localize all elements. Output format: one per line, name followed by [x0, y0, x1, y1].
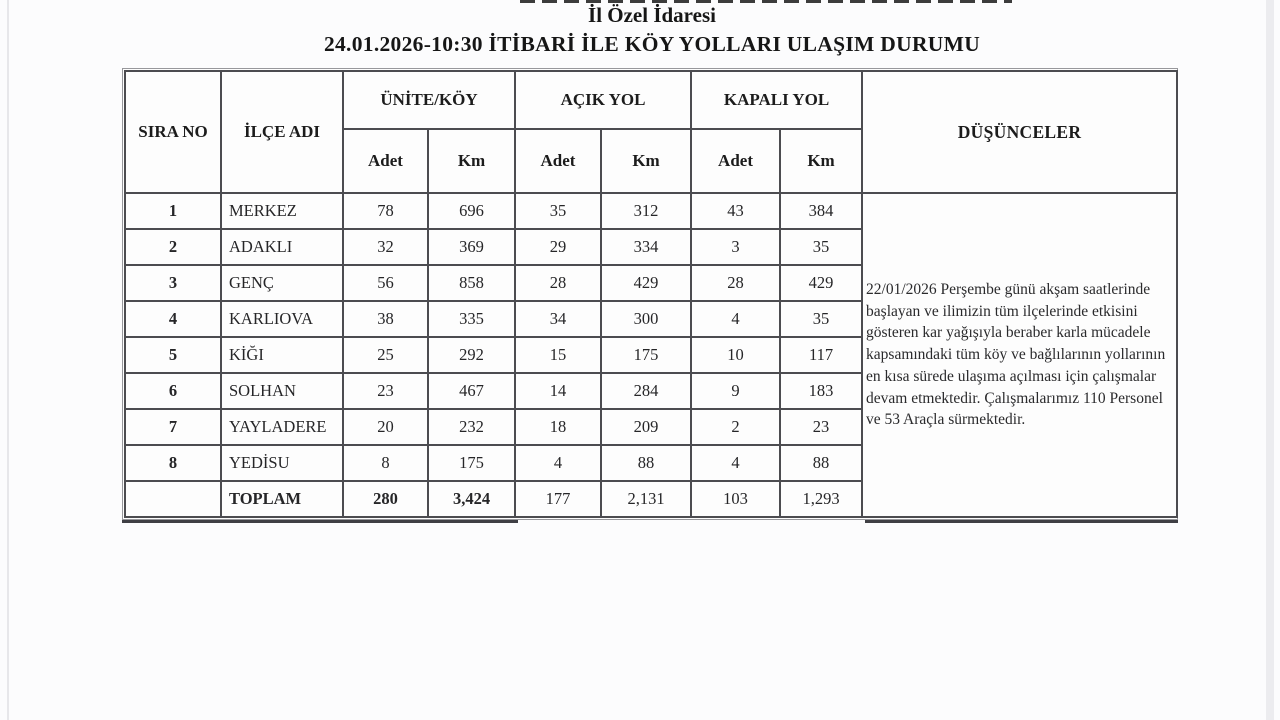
sub-header-unite-adet: Adet — [343, 129, 428, 193]
cell-value: 88 — [601, 445, 691, 481]
cell-value: 858 — [428, 265, 515, 301]
cell-value: 117 — [780, 337, 862, 373]
col-header-kapali-yol: KAPALI YOL — [691, 71, 862, 129]
page-edge-right — [1266, 0, 1274, 720]
cell-value: 15 — [515, 337, 601, 373]
cell-value: 696 — [428, 193, 515, 229]
col-header-dusunceler: DÜŞÜNCELER — [862, 71, 1177, 193]
col-header-acik-yol: AÇIK YOL — [515, 71, 691, 129]
cell-value: 25 — [343, 337, 428, 373]
sub-header-kapali-km: Km — [780, 129, 862, 193]
cell-value: 369 — [428, 229, 515, 265]
cell-ilce-adi: GENÇ — [221, 265, 343, 301]
cell-total-unite-adet: 280 — [343, 481, 428, 517]
cell-sira-no: 1 — [125, 193, 221, 229]
cell-value: 4 — [691, 301, 780, 337]
cell-value: 10 — [691, 337, 780, 373]
cell-value: 78 — [343, 193, 428, 229]
cell-ilce-adi: YAYLADERE — [221, 409, 343, 445]
cell-value: 20 — [343, 409, 428, 445]
cell-total-acik-adet: 177 — [515, 481, 601, 517]
cell-value: 2 — [691, 409, 780, 445]
cell-sira-no: 8 — [125, 445, 221, 481]
road-status-table-wrapper — [122, 68, 1178, 520]
cell-value: 175 — [601, 337, 691, 373]
sub-header-acik-km: Km — [601, 129, 691, 193]
cell-value: 43 — [691, 193, 780, 229]
cell-value: 335 — [428, 301, 515, 337]
cell-value: 32 — [343, 229, 428, 265]
cell-value: 28 — [515, 265, 601, 301]
cell-value: 23 — [780, 409, 862, 445]
cell-total-acik-km: 2,131 — [601, 481, 691, 517]
cell-value: 56 — [343, 265, 428, 301]
remarks-cell: 22/01/2026 Perşembe günü akşam saatlerinde başlayan ve ilimizin tüm ilçelerinde etkisini gösteren kar yağışıyla beraber karla mücadele kapsamındaki tüm köy ve bağlılarının yollarının en kısa sürede ulaşıma açılması için çalışmalar devam etmektedir. Çalışmalarımız 110 Personel ve 53 Araçla sürmektedir. — [862, 193, 1177, 517]
cell-sira-no: 2 — [125, 229, 221, 265]
cell-total-sira — [125, 481, 221, 517]
page-edge-left — [7, 0, 9, 720]
col-header-sira-no: SIRA NO — [125, 71, 221, 193]
cell-value: 300 — [601, 301, 691, 337]
cell-sira-no: 4 — [125, 301, 221, 337]
cell-value: 88 — [780, 445, 862, 481]
cell-value: 4 — [691, 445, 780, 481]
cell-value: 4 — [515, 445, 601, 481]
cell-value: 8 — [343, 445, 428, 481]
cell-value: 3 — [691, 229, 780, 265]
table-header — [125, 71, 1177, 193]
sub-header-acik-adet: Adet — [515, 129, 601, 193]
cell-value: 35 — [780, 229, 862, 265]
document-subtitle: İl Özel İdaresi — [588, 3, 716, 27]
cell-total-unite-km: 3,424 — [428, 481, 515, 517]
cell-value: 312 — [601, 193, 691, 229]
cell-value: 14 — [515, 373, 601, 409]
cell-total-label: TOPLAM — [221, 481, 343, 517]
cell-value: 38 — [343, 301, 428, 337]
cell-ilce-adi: KARLIOVA — [221, 301, 343, 337]
cell-value: 183 — [780, 373, 862, 409]
cell-ilce-adi: KİĞI — [221, 337, 343, 373]
cell-value: 209 — [601, 409, 691, 445]
cell-ilce-adi: ADAKLI — [221, 229, 343, 265]
table-body — [125, 193, 1177, 517]
cell-value: 23 — [343, 373, 428, 409]
cell-value: 34 — [515, 301, 601, 337]
cell-ilce-adi: SOLHAN — [221, 373, 343, 409]
cell-value: 429 — [780, 265, 862, 301]
sub-header-kapali-adet: Adet — [691, 129, 780, 193]
document-title: 24.01.2026-10:30 İTİBARİ İLE KÖY YOLLARI ULAŞIM DURUMU — [323, 32, 981, 56]
cell-sira-no: 7 — [125, 409, 221, 445]
cell-sira-no: 5 — [125, 337, 221, 373]
col-header-ilce-adi: İLÇE ADI — [221, 71, 343, 193]
scan-artifact-line-left — [122, 520, 518, 523]
cell-sira-no: 6 — [125, 373, 221, 409]
cell-value: 35 — [515, 193, 601, 229]
cell-total-kapali-km: 1,293 — [780, 481, 862, 517]
cell-value: 9 — [691, 373, 780, 409]
cell-value: 175 — [428, 445, 515, 481]
cell-value: 384 — [780, 193, 862, 229]
cell-value: 18 — [515, 409, 601, 445]
cell-total-kapali-adet: 103 — [691, 481, 780, 517]
cell-value: 28 — [691, 265, 780, 301]
cell-value: 334 — [601, 229, 691, 265]
cell-value: 35 — [780, 301, 862, 337]
col-header-unite-koy: ÜNİTE/KÖY — [343, 71, 515, 129]
cell-value: 292 — [428, 337, 515, 373]
cell-value: 284 — [601, 373, 691, 409]
scan-artifact-line-right — [865, 520, 1178, 523]
sub-header-unite-km: Km — [428, 129, 515, 193]
cell-sira-no: 3 — [125, 265, 221, 301]
header-group-row — [125, 71, 1177, 129]
cell-value: 29 — [515, 229, 601, 265]
cell-ilce-adi: MERKEZ — [221, 193, 343, 229]
cell-value: 467 — [428, 373, 515, 409]
cell-value: 232 — [428, 409, 515, 445]
road-status-table — [124, 70, 1178, 518]
table-row — [125, 193, 1177, 229]
cell-ilce-adi: YEDİSU — [221, 445, 343, 481]
cell-value: 429 — [601, 265, 691, 301]
